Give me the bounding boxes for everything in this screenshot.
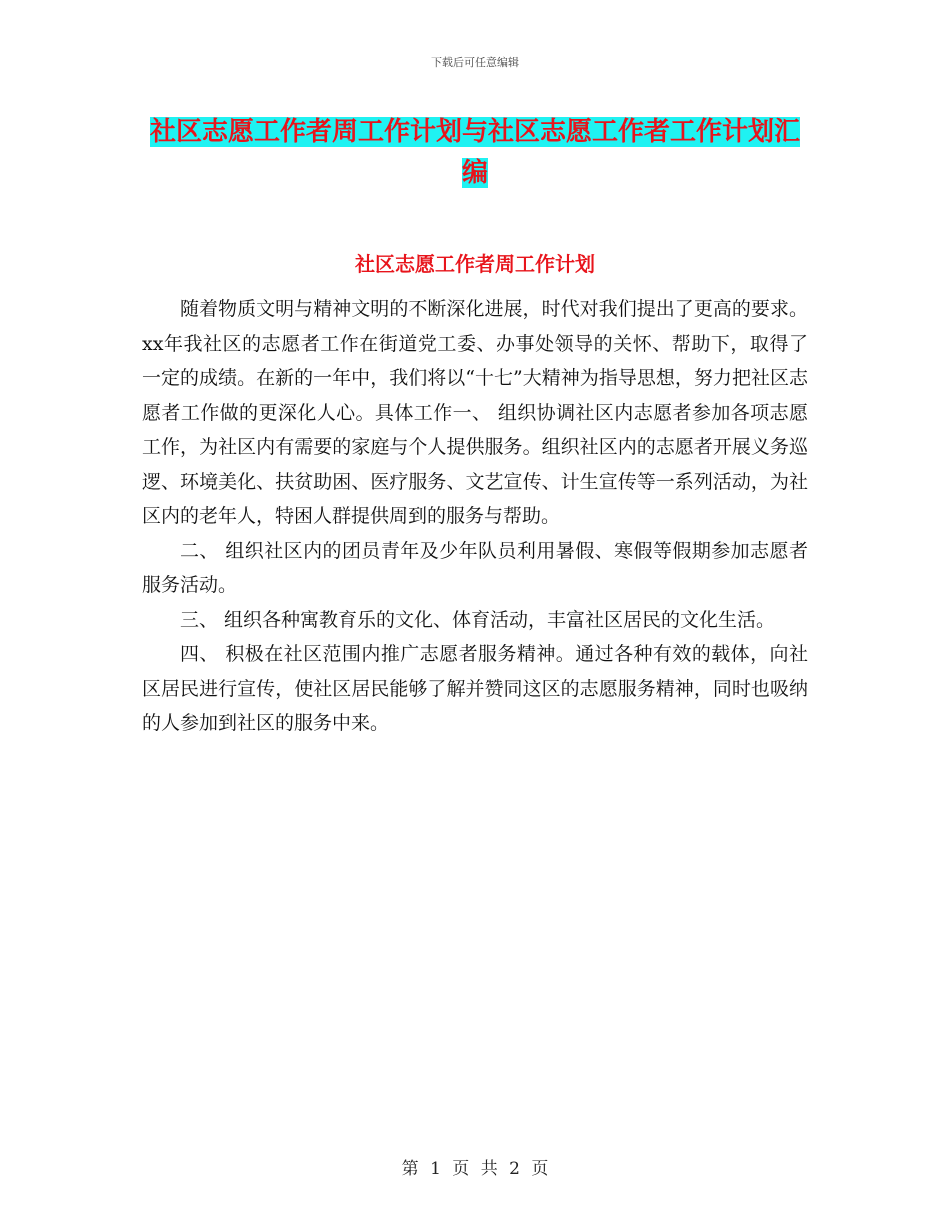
document-title-text: 社区志愿工作者周工作计划与社区志愿工作者工作计划汇编	[149, 117, 800, 188]
paragraph: 三、 组织各种寓教育乐的文化、体育活动，丰富社区居民的文化生活。	[180, 608, 776, 631]
paragraph: 四、 积极在社区范围内推广志愿者服务精神。通过各种有效的载体，向社区居民进行宣传，使社区居民能够了解并赞同这区的志愿服务精神，同时也吸纳的人参加到社区的服务中来。	[142, 643, 808, 734]
paragraph: 随着物质文明与精神文明的不断深化进展，时代对我们提出了更高的要求。xx年我社区的志愿者工作在街道党工委、办事处领导的关怀、帮助下，取得了一定的成绩。在新的一年中，我们将以“十七”大精神为指导思想，努力把社区志愿者工作做的更深化人心。具体工作一、 组织协调社区内志愿者参加各项志愿工作，为社区内有需要的家庭与个人提供服务。组织社区内的志愿者开展义务巡逻、环境美化、扶贫助困、医疗服务、文艺宣传、计生宣传等一系列活动，为社区内的老年人，特困人群提供周到的服务与帮助。	[142, 298, 808, 527]
page-number: 第 1 页 共 2 页	[401, 1159, 549, 1179]
section-title: 社区志愿工作者周工作计划	[355, 252, 595, 276]
header-note: 下载后可任意编辑	[431, 56, 519, 69]
paragraph: 二、 组织社区内的团员青年及少年队员利用暑假、寒假等假期参加志愿者服务活动。	[142, 539, 808, 596]
document-body	[142, 292, 808, 741]
document-title	[140, 112, 810, 194]
